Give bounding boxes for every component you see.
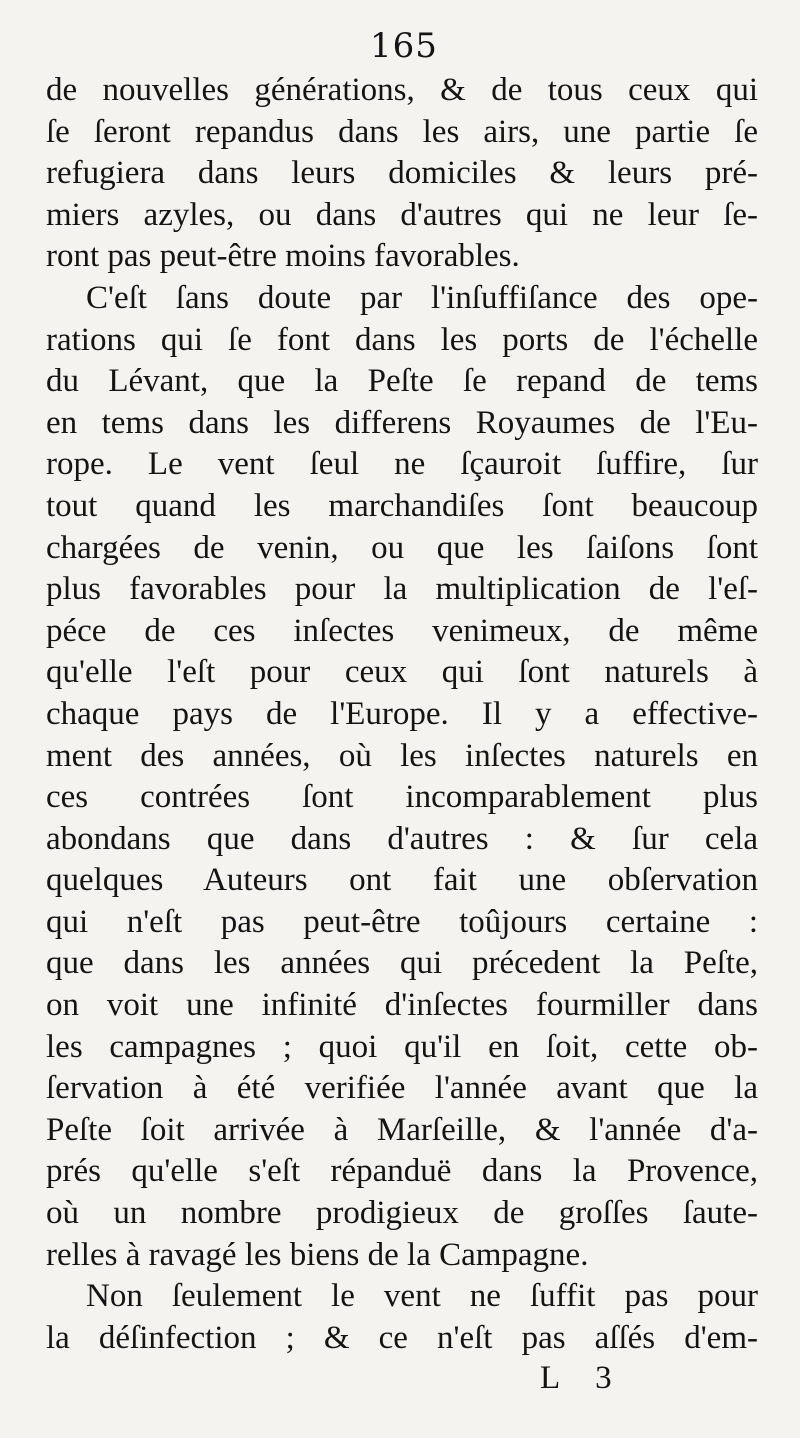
text-line: où un nombre prodigieux de groſſes ſaute- [46, 1195, 758, 1232]
text-line: péce de ces inſectes venimeux, de même [46, 612, 758, 649]
text-line: C'eſt ſans doute par l'inſuffiſance des ope- [86, 279, 758, 316]
text-line: chargées de venin, ou que les ſaiſons ſont [46, 529, 758, 566]
signature-mark: L 3 [540, 1360, 612, 1396]
text-line: quelques Auteurs ont fait une obſervation [46, 862, 758, 899]
text-line: miers azyles, ou dans d'autres qui ne leur ſe- [46, 196, 758, 233]
text-line: ſervation à été verifiée l'année avant que la [46, 1070, 758, 1107]
text-line: Peſte ſoit arrivée à Marſeille, & l'année d'a- [46, 1111, 758, 1148]
text-line: de nouvelles générations, & de tous ceux qui [46, 72, 758, 108]
text-line: qui n'eſt pas peut-être toûjours certaine : [46, 903, 758, 940]
text-line: prés qu'elle s'eſt répanduë dans la Provence, [46, 1153, 758, 1190]
text-line: que dans les années qui précedent la Peſte, [46, 945, 758, 982]
text-line: relles à ravagé les biens de la Campagne. [46, 1236, 589, 1273]
text-line: du Lévant, que la Peſte ſe repand de tems [46, 363, 758, 400]
text-line: plus favorables pour la multiplication de l'eſ- [46, 571, 758, 608]
text-line: on voit une infinité d'inſectes fourmiller dans [46, 987, 758, 1024]
text-line: ment des années, où les inſectes naturels en [46, 737, 758, 774]
text-line: rations qui ſe font dans les ports de l'échelle [46, 321, 758, 358]
text-line: la déſinfection ; & ce n'eſt pas aſſés d'em- [46, 1319, 758, 1356]
text-line: en tems dans les differens Royaumes de l'Eu- [46, 404, 758, 441]
text-line: ront pas peut-être moins favorables. [46, 238, 520, 275]
text-line: rope. Le vent ſeul ne ſçauroit ſuffire, ſur [46, 446, 758, 483]
text-line: les campagnes ; quoi qu'il en ſoit, cette ob- [46, 1028, 758, 1065]
body-text [46, 70, 758, 1359]
page-number: 165 [370, 26, 438, 66]
text-line: abondans que dans d'autres : & ſur cela [46, 820, 758, 857]
text-line: ces contrées ſont incomparablement plus [46, 779, 758, 816]
text-line: tout quand les marchandiſes ſont beaucoup [46, 487, 758, 524]
text-line: chaque pays de l'Europe. Il y a effective- [46, 695, 758, 732]
text-line: qu'elle l'eſt pour ceux qui ſont naturels à [46, 654, 758, 691]
text-line: refugiera dans leurs domiciles & leurs pré- [46, 155, 758, 192]
text-line: ſe ſeront repandus dans les airs, une partie ſe [46, 113, 758, 150]
text-line: Non ſeulement le vent ne ſuffit pas pour [86, 1278, 758, 1315]
